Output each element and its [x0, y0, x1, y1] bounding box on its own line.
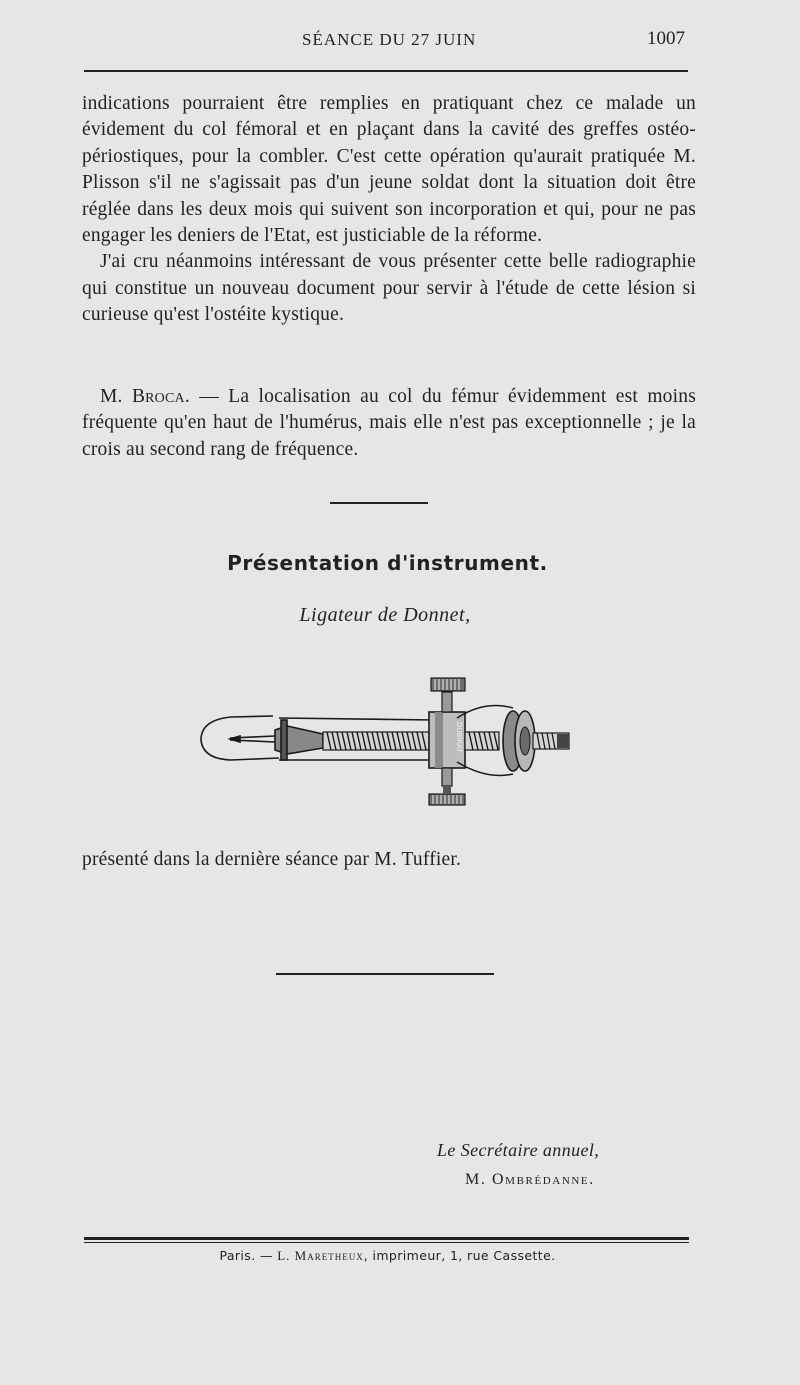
signature-name-text: Ombrédanne	[492, 1171, 590, 1188]
imprint-address: , imprimeur, 1, rue Cassette.	[363, 1248, 556, 1263]
paragraph-1: indications pourraient être remplies en pratiquant chez ce malade un évidement du col fémoral et en plaçant dans la cavité des greffes ostéo-périostiques, pour la combler. C'est cette opération qu'aurait pratiquée M. Plisson s'il ne s'agissait pas d'un jeune soldat dont la situation doit être réglée dans les deux mois qui suivent son incorporation et qui, pour ne pas engager les deniers de l'Etat, est justiciable de la réforme.	[82, 93, 696, 247]
running-head	[0, 28, 800, 58]
instrument-caption: présenté dans la dernière séance par M. Tuffier.	[82, 849, 462, 870]
section-separator	[330, 502, 428, 504]
speaker-name: Broca	[131, 386, 185, 407]
instrument-engraving: DUBIRAT	[455, 722, 463, 753]
paragraph-2: J'ai cru néanmoins intéressant de vous présenter cette belle radiographie qui constitue un nouveau document pour servir à l'étude de cette lésion si curieuse qu'est l'ostéite kystique.	[82, 251, 696, 326]
section-subheading: Ligateur de Donnet,	[299, 604, 471, 626]
footer-rule-top	[84, 1237, 689, 1240]
paragraph-3	[82, 384, 696, 463]
paragraph-3-text: La localisation au col du fémur évidemment est moins fréquente qu'en haut de l'humérus, mais elle n'est pas exceptionnelle ; je la crois au second rang de fréquence.	[82, 386, 696, 460]
body-text	[82, 91, 696, 329]
signature-role: Le Secrétaire annuel,	[437, 1140, 600, 1160]
printer-imprint	[0, 1248, 775, 1264]
signature-name	[465, 1171, 595, 1189]
section-heading: Présentation d'instrument.	[227, 551, 548, 575]
imprint-city: Paris. —	[219, 1248, 278, 1263]
speaker-separator: . —	[184, 386, 229, 407]
imprint-initial: L.	[277, 1248, 295, 1263]
page-number: 1007	[647, 28, 685, 49]
footer-rule-bottom	[84, 1242, 689, 1243]
speaker-prefix: M.	[100, 386, 132, 407]
signature-name-prefix: M.	[465, 1171, 493, 1188]
signature-name-suffix: .	[589, 1171, 595, 1188]
running-title: SÉANCE DU 27 JUIN	[302, 30, 477, 49]
imprint-printer-name: Maretheux	[294, 1248, 364, 1263]
header-rule	[84, 70, 688, 72]
ligateur-illustration	[195, 670, 585, 815]
closing-rule	[276, 973, 494, 975]
